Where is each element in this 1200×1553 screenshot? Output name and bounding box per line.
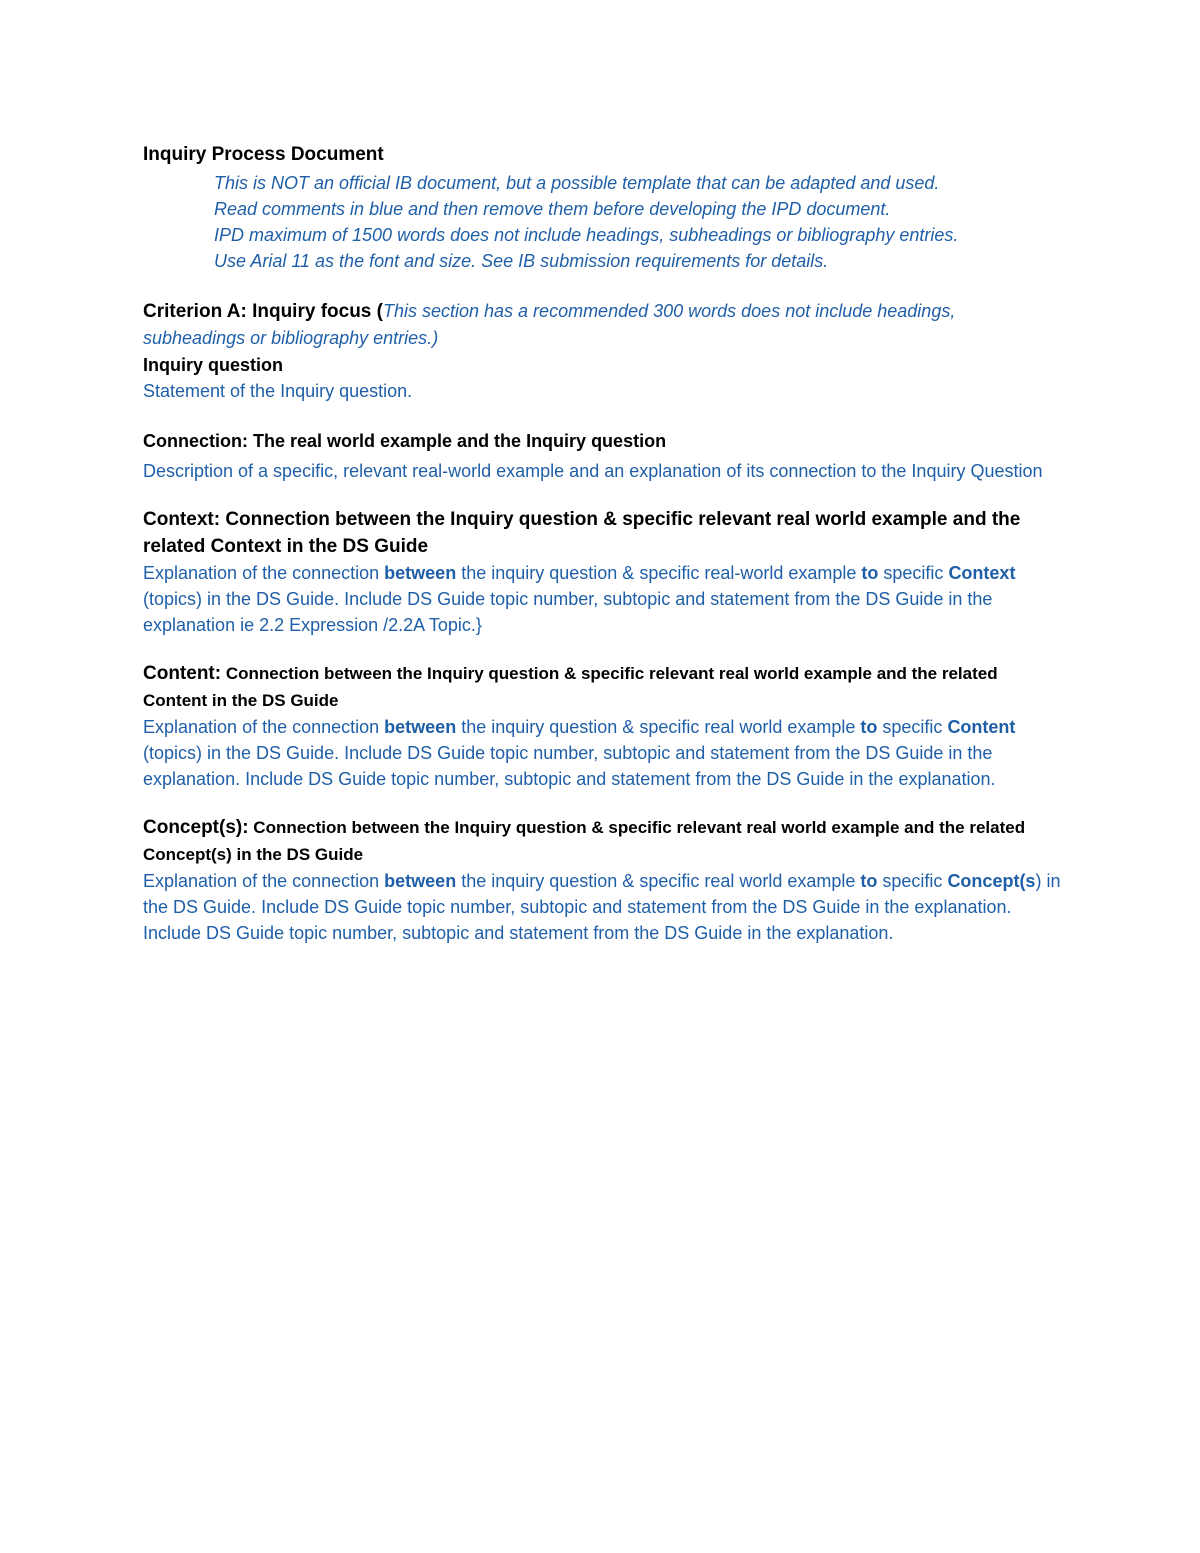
intro-note-line: Read comments in blue and then remove them before developing the IPD document. [214, 199, 891, 219]
document-title: Inquiry Process Document [143, 144, 384, 165]
concepts-body-text: the inquiry question & specific real world example [456, 871, 861, 891]
connection-body: Description of a specific, relevant real-world example and an explanation of its connection to the Inquiry Question [143, 461, 1043, 481]
criterion-a-heading [143, 298, 1063, 352]
content-heading [143, 660, 1063, 714]
context-body-text: specific [878, 563, 949, 583]
intro-note-line: This is NOT an official IB document, but a possible template that can be adapted and used. [214, 173, 940, 193]
concepts-emphasis-concepts: Concept(s [947, 871, 1036, 891]
criterion-a-note-cont: subheadings or bibliography entries. [143, 328, 433, 348]
inquiry-question-heading: Inquiry question [143, 355, 284, 375]
context-body-text: Explanation of the connection [143, 563, 385, 583]
content-body-text: Explanation of the connection [143, 717, 385, 737]
context-heading: Context: Connection between the Inquiry question & specific relevant real world example and the related Context in the DS Guide [143, 509, 1021, 557]
context-body [143, 560, 1063, 638]
criterion-a-note: This section has a recommended 300 words does not include headings, [382, 301, 956, 321]
criterion-a-close-paren: ) [432, 328, 439, 348]
content-body [143, 714, 1063, 792]
concepts-body-text: specific [877, 871, 948, 891]
intro-notes [214, 170, 1063, 274]
concepts-body [143, 868, 1063, 946]
connection-heading: Connection: The real world example and the Inquiry question [143, 431, 667, 451]
content-heading-text: Connection between the Inquiry question & specific relevant real world example and the related Content in the DS Guide [143, 664, 998, 710]
criterion-a-open-paren: ( [376, 301, 383, 322]
context-emphasis-to: to [861, 563, 879, 583]
intro-note-line: Use Arial 11 as the font and size. See IB submission requirements for details. [214, 251, 829, 271]
concepts-heading [143, 814, 1063, 868]
content-emphasis-between: between [384, 717, 457, 737]
content-emphasis-content: Content [947, 717, 1016, 737]
criterion-a-title: Criterion A: Inquiry focus [143, 301, 372, 322]
intro-note-line: IPD maximum of 1500 words does not include headings, subheadings or bibliography entries. [214, 225, 959, 245]
inquiry-question-body: Statement of the Inquiry question. [143, 381, 413, 401]
content-heading-label: Content: [143, 663, 222, 684]
context-emphasis-context: Context [948, 563, 1016, 583]
content-body-text: the inquiry question & specific real world example [456, 717, 861, 737]
document-page [143, 142, 1063, 946]
context-body-text: the inquiry question & specific real-world example [456, 563, 862, 583]
content-body-text: (topics) in the DS Guide. Include DS Guide topic number, subtopic and statement from the DS Guide in the explanation. Include DS Guide topic number, subtopic and statement from the DS Guide in the explanation. [143, 743, 996, 789]
concepts-heading-label: Concept(s): [143, 817, 249, 838]
content-emphasis-to: to [860, 717, 878, 737]
context-body-text: (topics) in the DS Guide. Include DS Guide topic number, subtopic and statement from the DS Guide in the explanation ie 2.2 Expression /2.2A Topic.} [143, 589, 993, 635]
context-emphasis-between: between [384, 563, 457, 583]
content-body-text: specific [877, 717, 948, 737]
concepts-heading-text: Connection between the Inquiry question & specific relevant real world example and the related Concept(s) in the DS Guide [143, 818, 1026, 864]
concepts-body-text: Explanation of the connection [143, 871, 385, 891]
concepts-emphasis-between: between [384, 871, 457, 891]
concepts-emphasis-to: to [860, 871, 878, 891]
concepts-body-text: ) in the DS Guide. Include DS Guide topic number, subtopic and statement from the DS Guide in the explanation. Include DS Guide topic number, subtopic and statement from the DS Guide in the explanation. [143, 871, 1061, 943]
